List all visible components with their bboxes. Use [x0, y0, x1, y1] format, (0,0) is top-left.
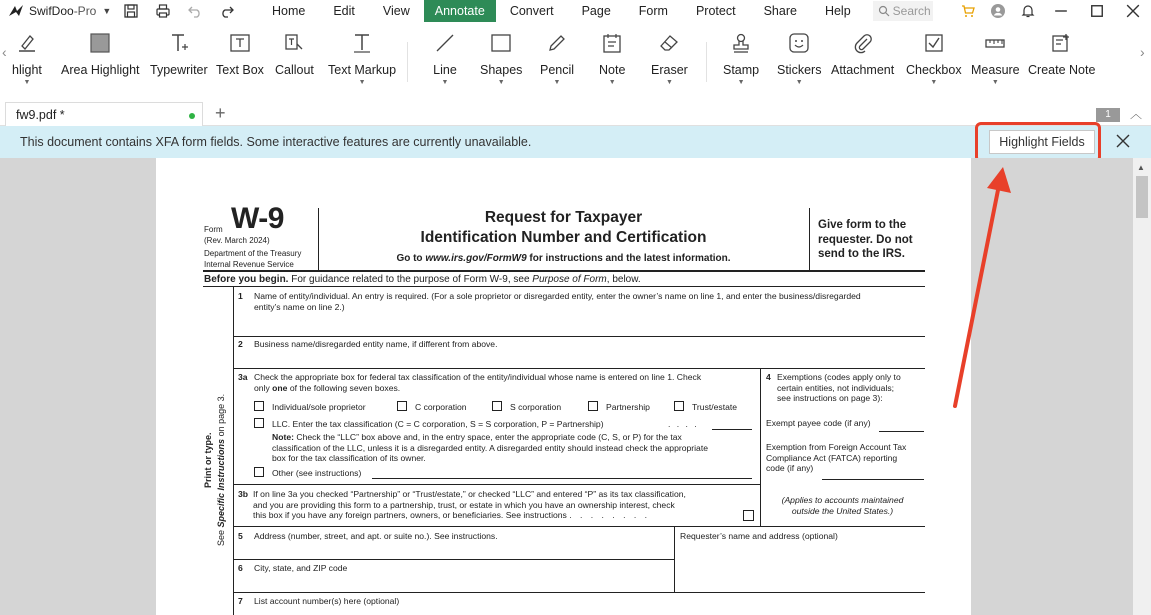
- note-line-3: box for the tax classification of its owner.: [272, 453, 426, 463]
- before-end: , below.: [606, 274, 641, 285]
- chevron-down-icon: ▼: [737, 79, 745, 86]
- fatca-label: [766, 442, 906, 474]
- rule: [233, 526, 925, 527]
- line-3a-text: Check the appropriate box for federal tax classification of the entity/individual whose name is entered on line 1. Check: [254, 372, 702, 382]
- checkbox-partnership[interactable]: [588, 401, 598, 411]
- callout-label: Callout: [275, 63, 314, 77]
- text-markup-label: Text Markup: [328, 63, 397, 77]
- divider: [318, 208, 319, 270]
- form-revision: (Rev. March 2024): [204, 236, 270, 245]
- form-title-2: Identification Number and Certification: [420, 229, 707, 246]
- before-text: For guidance related to the purpose of Form W-9, see: [288, 274, 533, 285]
- text-box-label: Text Box: [216, 63, 264, 77]
- stickers-tool[interactable]: [777, 30, 821, 96]
- highlight-fields-button[interactable]: Highlight Fields: [989, 130, 1095, 154]
- measure-tool[interactable]: [971, 30, 1020, 96]
- shapes-label: Shapes: [480, 63, 523, 77]
- fatca-line-3: code (if any): [766, 463, 814, 473]
- checkbox-individual[interactable]: [254, 401, 264, 411]
- applies-line-2: outside the United States.): [791, 505, 894, 516]
- note-icon: [601, 32, 623, 54]
- vertical-scrollbar[interactable]: [1133, 158, 1151, 615]
- rule: [233, 368, 925, 369]
- goto-post: for instructions and the latest information.: [526, 253, 731, 264]
- exemptions-label: [777, 372, 901, 404]
- print-icon: [156, 4, 170, 18]
- exempt-payee-label: Exempt payee code (if any): [766, 418, 871, 428]
- line-3a-text-b: [254, 383, 754, 394]
- print-button[interactable]: [147, 0, 179, 22]
- menu-page[interactable]: Page: [581, 4, 611, 18]
- line-1-label: [254, 291, 924, 312]
- chevron-down-icon: ▼: [23, 79, 31, 86]
- menu-protect[interactable]: Protect: [695, 4, 736, 18]
- scroll-up-icon[interactable]: ▲: [1137, 163, 1145, 172]
- rule: [233, 484, 760, 485]
- area-highlight-icon: [89, 32, 111, 54]
- line-2-label: Business name/disregarded entity name, if different from above.: [254, 339, 498, 349]
- eraser-icon: [658, 32, 680, 54]
- checkbox-trust-estate[interactable]: [674, 401, 684, 411]
- ex-line-3: see instructions on page 3):: [777, 393, 883, 403]
- line-3b-number: 3b: [238, 489, 249, 499]
- chevron-down-icon: ▼: [497, 79, 505, 86]
- rule: [203, 286, 925, 287]
- create-note-label: Create Note: [1028, 63, 1096, 77]
- side-specific: Specific Instructions: [216, 438, 226, 528]
- annotate-ribbon: [0, 22, 1151, 100]
- before-italic: Purpose of Form: [532, 274, 607, 285]
- paperclip-icon: [852, 32, 874, 54]
- exempt-payee-field[interactable]: [879, 431, 924, 432]
- redo-button[interactable]: [211, 0, 243, 22]
- menu-share[interactable]: Share: [763, 4, 797, 18]
- highlight-tool-label: hlight: [12, 63, 42, 77]
- checkbox-icon: [923, 32, 945, 54]
- llc-code-field[interactable]: [712, 429, 752, 430]
- side-page: on page 3.: [216, 393, 226, 437]
- form-title-1: Request for Taxpayer: [484, 209, 643, 226]
- note-tool[interactable]: [599, 30, 625, 96]
- add-tab-icon[interactable]: +: [215, 103, 226, 123]
- checkbox-foreign-partners[interactable]: [743, 510, 754, 521]
- minimize-icon: [1054, 4, 1068, 18]
- line-3b-text-3: this box if you have any foreign partners, owners, or beneficiaries. See instructions: [253, 510, 567, 520]
- menu-edit[interactable]: Edit: [333, 4, 355, 18]
- line-tool[interactable]: [432, 30, 458, 96]
- chevron-down-icon: ▼: [441, 79, 449, 86]
- form-goto-line: [321, 253, 806, 264]
- bell-icon: [1021, 4, 1035, 18]
- form-label: Form: [204, 225, 223, 234]
- line-5-number: 5: [238, 531, 243, 541]
- callout-tool[interactable]: [275, 30, 314, 96]
- unsaved-dot-icon: [189, 113, 195, 119]
- text-markup-tool[interactable]: [328, 30, 396, 96]
- label-partnership: Partnership: [606, 402, 650, 412]
- chevron-down-icon: ▼: [608, 79, 616, 86]
- menu-form[interactable]: Form: [638, 4, 668, 18]
- note-bold: Note:: [272, 432, 294, 442]
- line-icon: [434, 32, 456, 54]
- other-field[interactable]: [372, 478, 752, 479]
- give-line-3: send to the IRS.: [818, 248, 905, 260]
- rule: [203, 270, 925, 272]
- shapes-icon: [490, 32, 512, 54]
- menu-convert[interactable]: Convert: [509, 4, 554, 18]
- fatca-line-1: Exemption from Foreign Account Tax: [766, 442, 907, 452]
- measure-label: Measure: [971, 63, 1020, 77]
- sticker-icon: [788, 32, 810, 54]
- highlight-tool[interactable]: [12, 30, 42, 96]
- text-markup-icon: [351, 32, 373, 54]
- note-line-2: classification of the LLC, unless it is a disregarded entity. A disregarded entity should instead check the appropriate: [272, 442, 708, 453]
- line-3b-text-2: and you are providing this form to a partnership, trust, or estate in which you have an ownership interest, check: [253, 499, 675, 510]
- attachment-tool[interactable]: [831, 30, 894, 96]
- chevron-down-icon: ▼: [665, 79, 673, 86]
- cart-button[interactable]: [953, 0, 983, 22]
- chevron-down-icon: ▼: [991, 79, 999, 86]
- divider: [674, 527, 675, 593]
- tab-title: fw9.pdf *: [16, 107, 65, 122]
- maximize-icon: [1090, 4, 1104, 18]
- minimize-button[interactable]: [1043, 0, 1079, 22]
- goto-url: www.irs.gov/FormW9: [425, 253, 527, 264]
- ex-line-1: Exemptions (codes apply only to: [777, 372, 901, 382]
- close-window-button[interactable]: [1115, 0, 1151, 22]
- pencil-tool[interactable]: [540, 30, 574, 96]
- before-bold: Before you begin.: [204, 274, 289, 285]
- give-line-2: requester. Do not: [818, 233, 913, 246]
- llc-dots: . . . .: [668, 419, 699, 429]
- label-trust-estate: Trust/estate: [692, 402, 738, 412]
- line-5-label: Address (number, street, and apt. or suite no.). See instructions.: [254, 531, 498, 541]
- menu-help[interactable]: Help: [824, 4, 851, 18]
- shapes-tool[interactable]: [480, 30, 522, 96]
- side-print: Print or type.: [203, 432, 213, 488]
- menu-annotate[interactable]: Annotate: [424, 0, 496, 22]
- text-box-tool[interactable]: [216, 30, 264, 96]
- notifications-button[interactable]: [1013, 0, 1043, 22]
- callout-highlight-box: [975, 122, 1101, 163]
- create-note-tool[interactable]: [1028, 30, 1095, 96]
- area-highlight-tool[interactable]: [61, 30, 140, 96]
- stamp-icon: [730, 32, 752, 54]
- requester-label: Requester’s name and address (optional): [680, 531, 838, 541]
- page-count-badge: 1: [1096, 108, 1120, 122]
- form-number: W-9: [231, 202, 284, 235]
- search-icon: [878, 5, 890, 17]
- chevron-down-icon: ▼: [930, 79, 938, 86]
- line-3a-pre: only: [254, 382, 273, 393]
- checkbox-other[interactable]: [254, 467, 264, 477]
- line-1-text-b: entity’s name on line 2.): [254, 301, 345, 312]
- rule: [233, 336, 925, 337]
- menu-view[interactable]: View: [382, 4, 410, 18]
- pdf-page: [156, 158, 971, 615]
- line-1-text: Name of entity/individual. An entry is required. (For a sole proprietor or disregarded entity, enter the owner’s name on line 1, and enter the business/disregarded: [254, 291, 861, 301]
- swifdoo-logo-icon: [8, 4, 24, 18]
- account-button[interactable]: [983, 0, 1013, 22]
- text-box-icon: [229, 32, 251, 54]
- save-icon: [124, 4, 138, 18]
- rule: [233, 559, 674, 560]
- eraser-tool[interactable]: [651, 30, 688, 96]
- line-3a-post: of the following seven boxes.: [287, 382, 401, 393]
- line-3b-dots: . . . . . . . .: [569, 510, 651, 520]
- close-icon: [1126, 4, 1140, 18]
- note-label: Note: [599, 63, 626, 77]
- checkbox-c-corporation[interactable]: [397, 401, 407, 411]
- collapse-ribbon-icon[interactable]: ︿: [1130, 107, 1143, 121]
- close-notice-icon[interactable]: [1116, 134, 1130, 148]
- maximize-button[interactable]: [1079, 0, 1115, 22]
- cart-icon: [961, 4, 975, 18]
- callout-icon: [283, 32, 305, 54]
- ribbon-divider: [706, 42, 707, 82]
- label-c-corporation: C corporation: [415, 402, 467, 412]
- stamp-label: Stamp: [723, 63, 760, 77]
- search-input[interactable]: [873, 1, 933, 21]
- app-menu[interactable]: [0, 0, 115, 22]
- applies-note: [760, 495, 925, 516]
- rule: [233, 592, 925, 593]
- line-label: Line: [433, 63, 457, 77]
- line-7-number: 7: [238, 596, 243, 606]
- line-6-label: City, state, and ZIP code: [254, 563, 348, 573]
- chevron-down-icon: ▼: [102, 6, 112, 16]
- pencil-icon: [546, 32, 568, 54]
- menu-home[interactable]: Home: [272, 4, 306, 18]
- checkbox-llc[interactable]: [254, 418, 264, 428]
- checkbox-s-corporation[interactable]: [492, 401, 502, 411]
- app-name: SwifDoo-Pro: [29, 4, 97, 18]
- line-3a-label: [254, 372, 754, 393]
- ruler-icon: [984, 32, 1006, 54]
- llc-note: [272, 432, 752, 464]
- ribbon-scroll-left-icon[interactable]: ‹: [2, 44, 7, 60]
- title-bar: [0, 0, 1151, 22]
- chevron-down-icon: ▼: [795, 79, 803, 86]
- highlight-pen-icon: [16, 32, 38, 54]
- label-llc: LLC. Enter the tax classification (C = C corporation, S = S corporation, P = Partnership): [272, 419, 604, 429]
- line-7-label: List account number(s) here (optional): [254, 596, 400, 606]
- goto-pre: Go to: [396, 253, 426, 264]
- divider: [809, 208, 810, 270]
- create-note-icon: [1051, 32, 1073, 54]
- form-dept: Department of the Treasury: [204, 249, 302, 258]
- menu-bar: [258, 0, 865, 22]
- form-irs: Internal Revenue Service: [204, 260, 294, 269]
- line-3a-number: 3a: [238, 372, 248, 382]
- attachment-label: Attachment: [831, 63, 895, 77]
- pencil-label: Pencil: [540, 63, 575, 77]
- line-3b-text-1: If on line 3a you checked “Partnership” or “Trust/estate,” or checked “LLC” and entered “P” as its tax classification,: [253, 489, 686, 499]
- line-6-number: 6: [238, 563, 243, 573]
- tab-fw9[interactable]: [5, 102, 203, 126]
- line-2-number: 2: [238, 339, 243, 349]
- line-3a-bold: one: [272, 382, 288, 393]
- notice-message: This document contains XFA form fields. Some interactive features are currently unavailable.: [20, 135, 532, 149]
- line-1-number: 1: [238, 291, 243, 301]
- redo-icon: [220, 4, 234, 18]
- fatca-field[interactable]: [822, 479, 924, 480]
- eraser-label: Eraser: [651, 63, 688, 77]
- area-highlight-label: Area Highlight: [61, 63, 140, 77]
- stamp-tool[interactable]: [723, 30, 759, 96]
- note-line-1: Check the “LLC” box above and, in the entry space, enter the appropriate code (C, S, or P) for the tax: [293, 432, 682, 442]
- fatca-line-2: Compliance Act (FATCA) reporting: [766, 452, 898, 463]
- before-you-begin: [204, 274, 641, 285]
- label-other: Other (see instructions): [272, 468, 362, 478]
- typewriter-tool[interactable]: [150, 30, 208, 96]
- undo-icon: [188, 4, 202, 18]
- chevron-down-icon: ▼: [358, 79, 366, 86]
- side-specific-instructions: [216, 394, 226, 546]
- line-3b-label: [253, 489, 753, 521]
- applies-line-1: (Applies to accounts maintained: [781, 495, 904, 505]
- ribbon-divider: [407, 42, 408, 82]
- label-s-corporation: S corporation: [510, 402, 562, 412]
- save-button[interactable]: [115, 0, 147, 22]
- checkbox-tool[interactable]: [906, 30, 962, 96]
- line-4-number: 4: [766, 372, 771, 382]
- give-form-note: [818, 218, 913, 262]
- stickers-label: Stickers: [777, 63, 822, 77]
- checkbox-label: Checkbox: [906, 63, 962, 77]
- side-see: See: [216, 529, 226, 546]
- ex-line-2: certain entities, not individuals;: [777, 382, 895, 393]
- chevron-down-icon: ▼: [553, 79, 561, 86]
- typewriter-label: Typewriter: [150, 63, 208, 77]
- undo-button[interactable]: [179, 0, 211, 22]
- label-individual: Individual/sole proprietor: [272, 402, 366, 412]
- give-line-1: Give form to the: [818, 219, 907, 231]
- side-print-type: [203, 432, 213, 488]
- scrollbar-thumb[interactable]: [1136, 176, 1148, 218]
- typewriter-icon: [168, 32, 190, 54]
- avatar-icon: [991, 4, 1005, 18]
- search-placeholder: Search: [892, 4, 931, 18]
- ribbon-scroll-right-icon[interactable]: ›: [1140, 44, 1145, 60]
